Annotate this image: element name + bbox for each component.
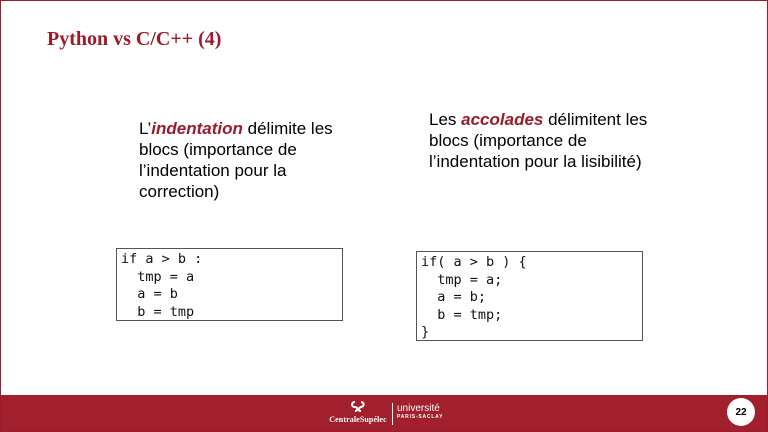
footer-bar xyxy=(1,395,767,431)
c-description xyxy=(429,109,649,172)
code-line: a = b; xyxy=(421,289,487,305)
code-line: } xyxy=(421,324,430,340)
code-line: b = tmp xyxy=(121,303,195,320)
c-code-box xyxy=(416,251,643,341)
c-description-prefix: Les xyxy=(429,110,462,129)
code-line: if a > b : xyxy=(121,251,203,267)
c-description-emphasis: accolades xyxy=(461,110,544,129)
python-description xyxy=(139,118,349,202)
page-number-badge: 22 xyxy=(727,398,755,426)
logo-divider xyxy=(392,403,393,425)
paris-saclay-name: PARIS-SACLAY xyxy=(397,414,444,420)
python-code-box xyxy=(116,248,343,321)
centralesupelec-mark-icon xyxy=(327,400,389,415)
code-line: a = b xyxy=(121,286,178,302)
code-line: tmp = a; xyxy=(421,271,503,288)
centralesupelec-swirl-icon xyxy=(349,400,367,413)
code-line: b = tmp; xyxy=(421,306,503,323)
code-line: if( a > b ) { xyxy=(421,254,527,270)
paris-saclay-university: université xyxy=(397,403,440,414)
python-description-emphasis: indentation xyxy=(151,119,243,138)
python-description-prefix: L’ xyxy=(139,119,152,138)
c-description-rest: délimitent les blocs (importance de l’indentation pour la lisibilité) xyxy=(429,110,648,171)
python-description-rest: délimite les blocs (importance de l’indentation pour la correction) xyxy=(139,119,333,201)
centralesupelec-name: CentraleSupélec xyxy=(329,415,387,424)
centralesupelec-logo xyxy=(327,400,389,428)
slide-title: Python vs C/C++ (4) xyxy=(47,28,222,50)
code-line: tmp = a xyxy=(121,268,195,285)
paris-saclay-logo xyxy=(397,403,452,425)
